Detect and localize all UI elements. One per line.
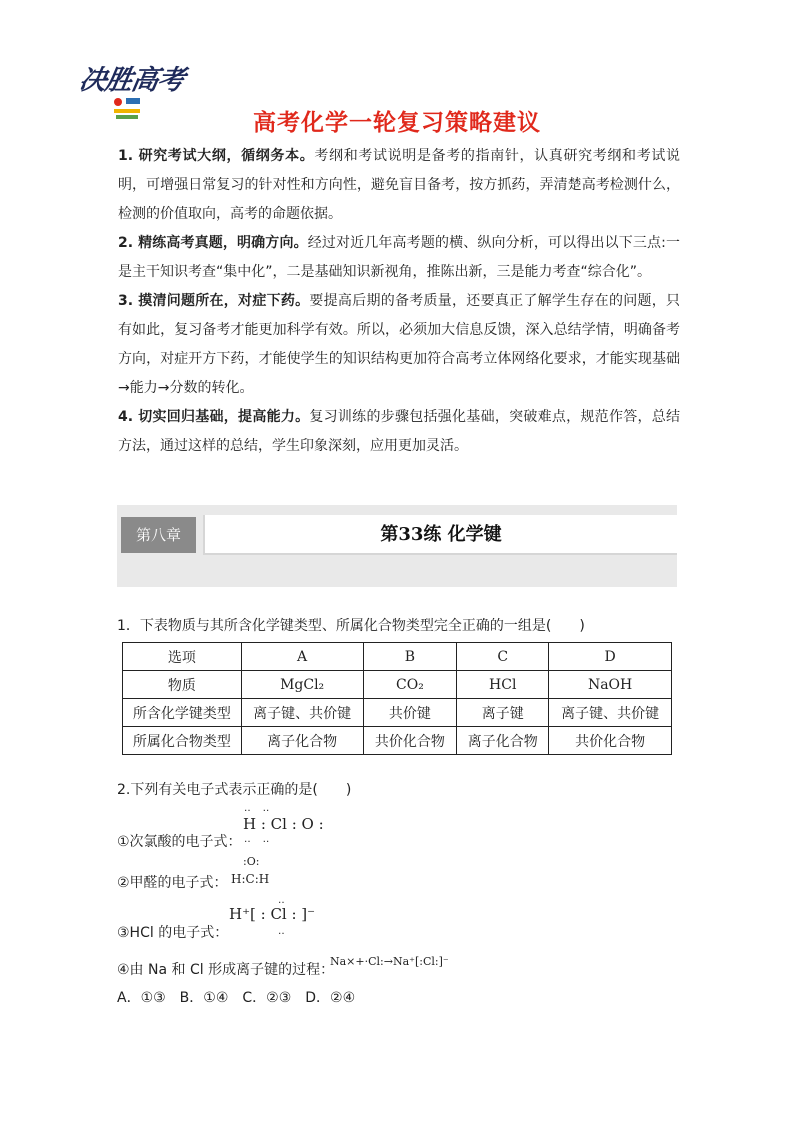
- question-2-item-4-label: ④由 Na 和 Cl 形成离子键的过程：: [117, 962, 335, 978]
- table-cell: A: [241, 643, 363, 671]
- table-cell: HCl: [457, 671, 549, 699]
- question-2-item-1-label: ①次氯酸的电子式：: [117, 834, 242, 850]
- strategy-tips: [118, 142, 680, 461]
- table-cell: 所含化学键类型: [123, 699, 242, 727]
- tip-head: 1. 研究考试大纲，循纲务本。: [118, 148, 315, 164]
- table-cell: B: [363, 643, 457, 671]
- table-row: [123, 727, 672, 755]
- tip-3: [118, 287, 680, 403]
- chapter-banner: [117, 505, 677, 587]
- table-cell: 所属化合物类型: [123, 727, 242, 755]
- table-cell: 离子键: [457, 699, 549, 727]
- table-row: [123, 671, 672, 699]
- lone-pair-dots: ‥: [278, 926, 286, 937]
- question-2-options: A．①③ B．①④ C．②③ D．②④: [117, 990, 356, 1006]
- tip-head: 2. 精练高考真题，明确方向。: [118, 235, 308, 251]
- tip-body: 要提高后期的备考质量，还要真正了解学生存在的问题，只有如此，复习备考才能更加科学有效。所以，必须加大信息反馈，深入总结学情，明确备考方向，对症开方下药，才能使学生的知识结构更加符合高考立体网络化要求，才能实现基础→能力→分数的转化。: [118, 293, 681, 396]
- table-cell: 共价键: [363, 699, 457, 727]
- table-cell: 共价化合物: [363, 727, 457, 755]
- lone-pair-dots: ‥ ‥: [244, 803, 271, 814]
- chapter-title: 第33练 化学键: [380, 524, 502, 545]
- tip-body: 复习训练的步骤包括强化基础，突破难点，规范作答，总结方法，通过这样的总结，学生印象深刻，应用更加灵活。: [118, 409, 681, 454]
- logo-text: 决胜高考: [76, 65, 187, 96]
- tip-4: [118, 403, 680, 461]
- question-1-stem: 1．下表物质与其所含化学键类型、所属化合物类型完全正确的一组是( ): [117, 618, 585, 634]
- question-2-item-2-label: ②甲醛的电子式：: [117, 875, 228, 891]
- table-row: [123, 699, 672, 727]
- hcl-electron-formula: H⁺[ : Cl : ]⁻: [229, 905, 316, 923]
- table-header-row: [123, 643, 672, 671]
- table-cell: 共价化合物: [549, 727, 672, 755]
- question-2-item-3-label: ③HCl 的电子式：: [117, 925, 229, 941]
- tip-body: 经过对近几年高考题的横、纵向分析，可以得出以下三点:一是主干知识考查“集中化”，二是基础知识新视角，推陈出新，三是能力考查“综合化”。: [118, 235, 680, 280]
- table-cell: C: [457, 643, 549, 671]
- table-cell: 离子键、共价键: [241, 699, 363, 727]
- hclo-electron-formula: H : Cl : O :: [243, 815, 324, 833]
- tip-1: [118, 142, 680, 229]
- formaldehyde-oxygen: :O:: [243, 855, 260, 868]
- chapter-title-box: [203, 515, 677, 555]
- lone-pair-dots: ‥ ‥: [244, 834, 271, 845]
- table-cell: MgCl₂: [241, 671, 363, 699]
- table-cell: 离子键、共价键: [549, 699, 672, 727]
- tip-body: 考纲和考试说明是备考的指南针，认真研究考纲和考试说明，可增强日常复习的针对性和方向性，避免盲目备考，按方抓药，弄清楚高考检测什么，检测的价值取向，高考的命题依据。: [118, 148, 680, 222]
- table-cell: 物质: [123, 671, 242, 699]
- tip-2: [118, 229, 680, 287]
- table-cell: CO₂: [363, 671, 457, 699]
- table-cell: 离子化合物: [457, 727, 549, 755]
- table-cell: 选项: [123, 643, 242, 671]
- table-cell: D: [549, 643, 672, 671]
- chapter-tag: 第八章: [121, 517, 196, 553]
- tip-head: 3. 摸清问题所在，对症下药。: [118, 293, 310, 309]
- question-2-stem: 2.下列有关电子式表示正确的是( ): [117, 782, 352, 798]
- page-title: 高考化学一轮复习策略建议: [253, 110, 541, 136]
- tip-head: 4. 切实回归基础，提高能力。: [118, 409, 310, 425]
- table-cell: NaOH: [549, 671, 672, 699]
- nacl-formation-formula: Na×+·Cl:→Na⁺[:Cl:]⁻: [330, 955, 449, 968]
- table-cell: 离子化合物: [241, 727, 363, 755]
- question-1-table: [122, 642, 672, 755]
- lone-pair-dots: ‥: [278, 895, 286, 906]
- formaldehyde-electron-formula: H:C:H: [231, 872, 270, 886]
